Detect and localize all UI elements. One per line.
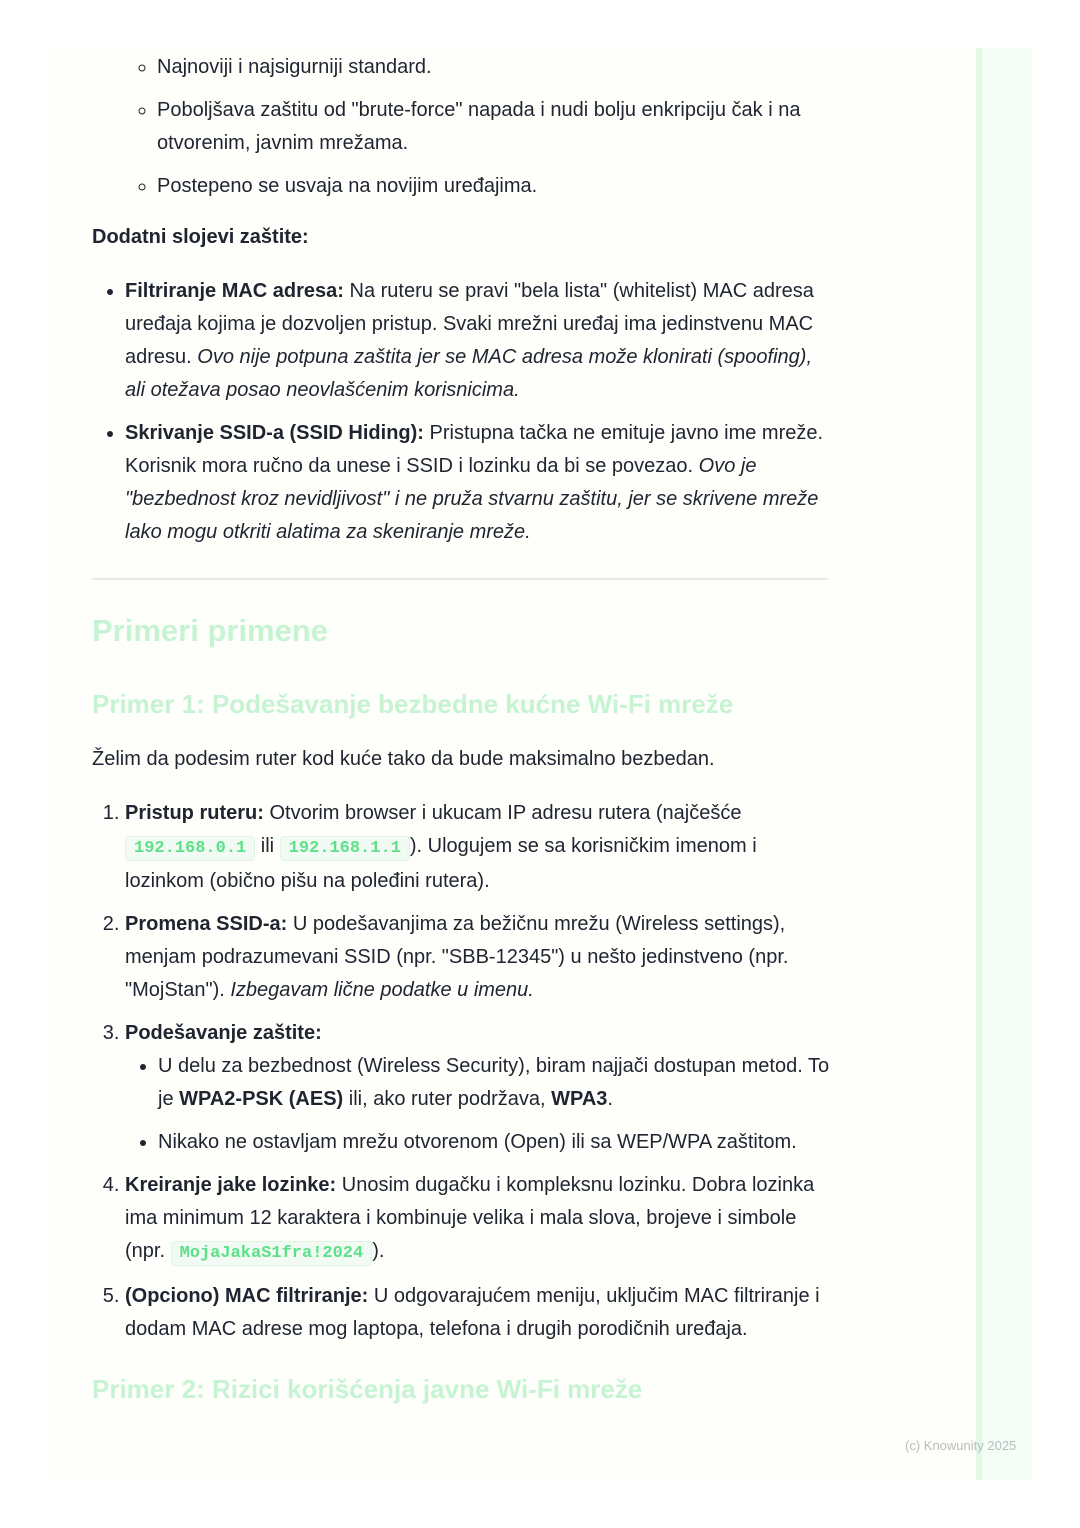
step-text: ili <box>255 835 280 857</box>
step-bold: Promena SSID-a: <box>125 913 288 935</box>
item-bold: Skrivanje SSID-a (SSID Hiding): <box>125 422 424 444</box>
list-item: ◦ Postepeno se usvaja na novijim uređajima. <box>157 170 832 203</box>
example1-title: Primer 1: Podešavanje bezbedne kućne Wi-Fi mreže <box>92 689 734 719</box>
step-bold: (Opciono) MAC filtriranje: <box>125 1285 369 1307</box>
item-note: Ovo je "bezbednost kroz nevidljivost" i ne pruža stvarnu zaštitu, jer se skrivene mreže lako mogu otkriti alatima za skeniranje mreže. <box>125 455 819 543</box>
step-item <box>125 797 832 898</box>
side-rail-line <box>976 48 982 1480</box>
step-bold: Kreiranje jake lozinke: <box>125 1174 337 1196</box>
step-text: Unosim dugačku i kompleksnu lozinku. Dobra lozinka ima minimum 12 karaktera i kombinuje velika i mala slova, brojeve i simbole (npr. <box>125 1174 815 1262</box>
example1-steps <box>92 797 832 1346</box>
step-item <box>125 1017 832 1159</box>
step-text: ). Ulogujem se sa korisničkim imenom i lozinkom (obično pišu na poleđini rutera). <box>125 835 757 892</box>
extra-layers-list <box>92 275 832 549</box>
example2-title: Primer 2: Rizici korišćenja javne Wi-Fi mreže <box>92 1374 643 1404</box>
sub-text: U delu za bezbednost (Wireless Security), biram najjači dostupan metod. To je <box>158 1055 830 1110</box>
code-snippet: MojaJakaS1fra!2024 <box>171 1241 373 1266</box>
section-title: Primeri primene <box>92 613 329 648</box>
item-note: Ovo nije potpuna zaštita jer se MAC adresa može klonirati (spoofing), ali otežava posao neovlašćenim korisnicima. <box>125 346 813 401</box>
list-item <box>125 275 832 407</box>
sub-bold: WPA3 <box>551 1088 608 1110</box>
sub-text: . <box>607 1088 613 1110</box>
step-text: U podešavanjima za bežičnu mrežu (Wireless settings), menjam podrazumevani SSID (npr. "SBB-12345") u nešto jedinstveno (npr. "MojStan"). <box>125 913 789 1001</box>
sub-text: ili, ako ruter podržava, <box>343 1088 552 1110</box>
step-bold: Pristup ruteru: <box>125 802 264 824</box>
step3-sublist <box>125 1050 832 1159</box>
list-item: ◦ Najnoviji i najsigurniji standard. <box>157 51 832 84</box>
item-text: Pristupna tačka ne emituje javno ime mreže. Korisnik mora ručno da unese i SSID i lozinku da bi se povezao. <box>125 422 824 477</box>
example1-intro: Želim da podesim ruter kod kuće tako da bude maksimalno bezbedan. <box>92 748 715 770</box>
wpa3-bullet-list <box>92 51 832 203</box>
list-item <box>158 1050 832 1116</box>
list-item: • Nikako ne ostavljam mrežu otvorenom (Open) ili sa WEP/WPA zaštitom. <box>158 1126 832 1159</box>
code-snippet: 192.168.1.1 <box>280 836 410 861</box>
step-text: U odgovarajućem meniju, uključim MAC filtriranje i dodam MAC adrese mog laptopa, telefona i drugih porodičnih uređaja. <box>125 1285 820 1340</box>
item-bold: Filtriranje MAC adresa: <box>125 280 344 302</box>
document-content <box>92 48 832 1408</box>
sub-bold: WPA2-PSK (AES) <box>179 1088 344 1110</box>
step-item <box>125 1169 832 1270</box>
extra-layers-heading: Dodatni slojevi zaštite: <box>92 226 309 248</box>
step-text: ). <box>372 1240 385 1262</box>
list-item: ◦ Poboljšava zaštitu od "brute-force" napada i nudi bolju enkripciju čak i na otvorenim, javnim mrežama. <box>157 94 832 160</box>
section-divider <box>92 578 828 580</box>
item-text: Na ruteru se pravi "bela lista" (whitelist) MAC adresa uređaja kojima je dozvoljen pristup. Svaki mrežni uređaj ima jedinstvenu MAC adresu. <box>125 280 814 368</box>
step-bold: Podešavanje zaštite: <box>125 1022 322 1044</box>
step-item <box>125 908 832 1007</box>
side-rail <box>976 48 1032 1480</box>
code-snippet: 192.168.0.1 <box>125 836 255 861</box>
step-item <box>125 1280 832 1346</box>
step-note: Izbegavam lične podatke u imenu. <box>230 979 534 1001</box>
footer-copyright: (c) Knowunity 2025 <box>905 1438 1017 1453</box>
list-item <box>125 417 832 549</box>
step-text: Otvorim browser i ukucam IP adresu rutera (najčešće <box>263 802 742 824</box>
